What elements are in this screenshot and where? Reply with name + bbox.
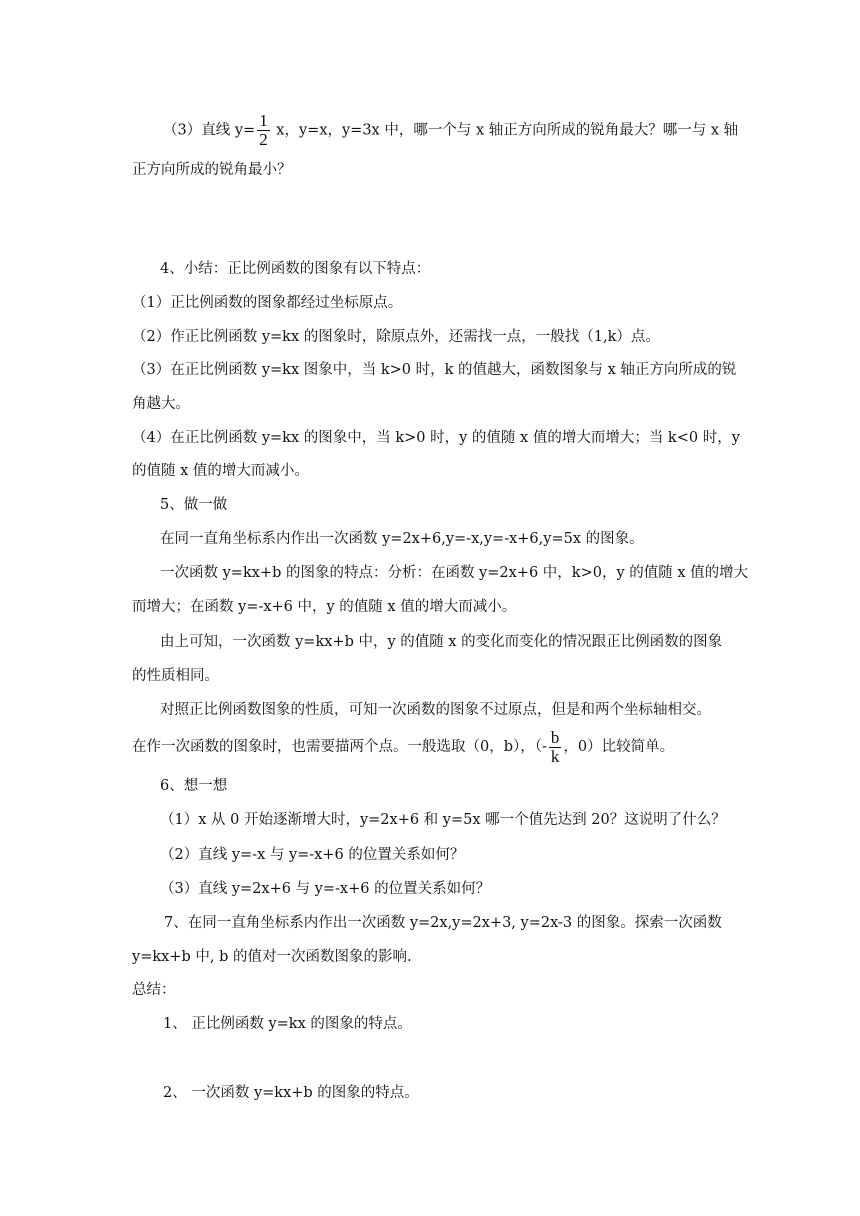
section-5-title: 5、做一做 [160, 497, 228, 513]
section-5-paragraph-3-line-2: 的性质相同。 [132, 668, 219, 684]
section-5-paragraph-2-line-1: 一次函数 y=kx+b 的图象的特点：分析：在函数 y=2x+6 中，k>0，y 的值随 x 值的增大 [160, 565, 749, 581]
section-4-item-1: （1）正比例函数的图象都经过坐标原点。 [132, 295, 403, 311]
fraction-denominator: 2 [259, 130, 268, 149]
fraction-b-over-k [549, 729, 562, 766]
question-3-line-2: 正方向所成的锐角最小？ [132, 162, 292, 178]
section-6-title: 6、想一想 [160, 778, 228, 794]
section-5-paragraph-4-line-2 [132, 727, 674, 767]
section-4-title: 4、小结：正比例函数的图象有以下特点： [160, 261, 431, 277]
fraction-numerator: b [550, 727, 560, 747]
fraction-numerator: 1 [259, 111, 268, 130]
text-segment: ，0）比较简单。 [563, 739, 675, 755]
summary-item-2: 2、 一次函数 y=kx+b 的图象的特点。 [163, 1085, 419, 1101]
text-segment: （3）直线 y= [163, 122, 256, 139]
section-6-question-1: （1）x 从 0 开始逐渐增大时，y=2x+6 和 y=5x 哪一个值先达到 20？这说明了什么？ [160, 812, 726, 828]
fraction-denominator: k [550, 746, 560, 766]
section-5-paragraph-1: 在同一直角坐标系内作出一次函数 y=2x+6,y=-x,y=-x+6,y=5x 的图象。 [160, 531, 644, 547]
section-4-item-2: （2）作正比例函数 y=kx 的图象时，除原点外，还需找一点，一般找（1,k）点。 [132, 329, 660, 345]
section-4-item-3-line-1: （3）在正比例函数 y=kx 图象中，当 k>0 时，k 的值越大，函数图象与 x 轴正方向所成的锐 [132, 362, 737, 378]
section-4-item-3-line-2: 角越大。 [132, 396, 190, 412]
summary-item-1: 1、 正比例函数 y=kx 的图象的特点。 [163, 1016, 412, 1032]
section-6-question-2: （2）直线 y=-x 与 y=-x+6 的位置关系如何？ [160, 847, 465, 863]
fraction-one-half [257, 112, 270, 149]
section-7-line-1: 7、在同一直角坐标系内作出一次函数 y=2x,y=2x+3, y=2x-3 的图象。探索一次函数 [164, 915, 722, 931]
text-segment: 在作一次函数的图象时，也需要描两个点。一般选取（0，b），（- [132, 739, 547, 755]
summary-title: 总结： [132, 982, 176, 998]
section-5-paragraph-3-line-1: 由上可知，一次函数 y=kx+b 中，y 的值随 x 的变化而变化的情况跟正比例函数的图象 [160, 634, 723, 650]
text-segment: x，y=x，y=3x 中，哪一个与 x 轴正方向所成的锐角最大？哪一与 x 轴 [271, 122, 739, 139]
section-4-item-4-line-2: 的值随 x 值的增大而减小。 [132, 463, 309, 479]
section-6-question-3: （3）直线 y=2x+6 与 y=-x+6 的位置关系如何？ [160, 881, 491, 897]
section-5-paragraph-4-line-1: 对照正比例函数图象的性质，可知一次函数的图象不过原点，但是和两个坐标轴相交。 [160, 702, 711, 718]
section-4-item-4-line-1: （4）在正比例函数 y=kx 的图象中，当 k>0 时，y 的值随 x 值的增大而增大；当 k<0 时，y [132, 430, 740, 446]
section-5-paragraph-2-line-2: 而增大；在函数 y=-x+6 中，y 的值随 x 值的增大而减小。 [132, 599, 517, 615]
section-7-line-2: y=kx+b 中, b 的值对一次函数图象的影响. [132, 949, 412, 965]
question-3-line-1 [163, 112, 738, 149]
